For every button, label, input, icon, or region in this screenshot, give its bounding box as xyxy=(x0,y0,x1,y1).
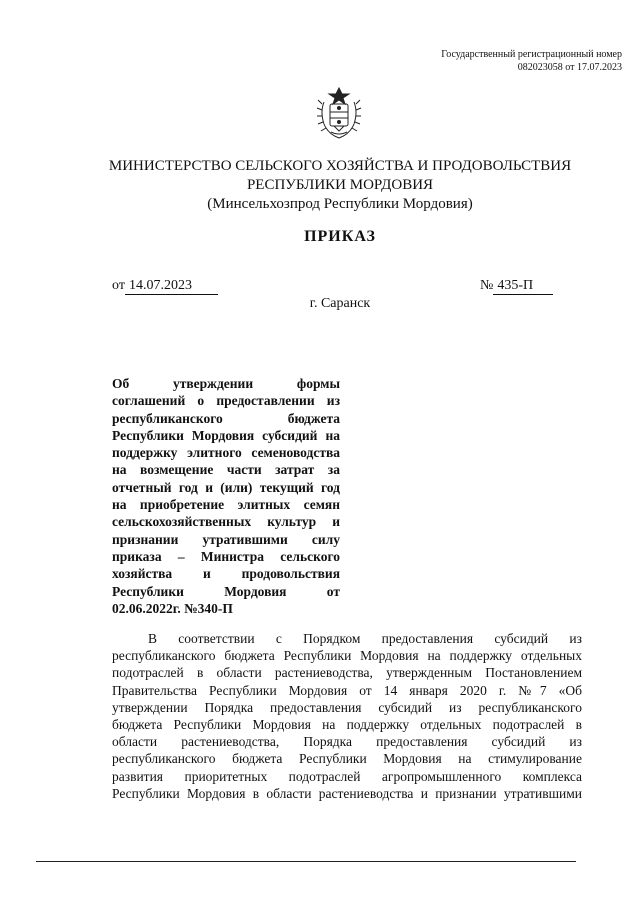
ministry-short-name: (Минсельхозпрод Республики Мордовия) xyxy=(207,196,473,212)
subject-line: Республики Мордовия от xyxy=(112,583,340,599)
order-subject xyxy=(112,375,340,617)
subject-line: Об утверждении формы xyxy=(112,376,340,391)
registration-stamp xyxy=(382,48,622,74)
subject-line: поддержку элитного семеноводства xyxy=(112,445,340,461)
subject-line: республиканского бюджета xyxy=(112,410,340,426)
order-date xyxy=(112,278,218,295)
subject-line: признании утратившими силу xyxy=(112,531,340,547)
body-line: подотраслей в области растениеводства, утвержденным Постановлением xyxy=(112,665,582,681)
city: г. Саранск xyxy=(309,296,371,311)
registration-label: Государственный регистрационный номер xyxy=(441,49,622,60)
coat-of-arms-icon xyxy=(316,82,362,142)
body-line: В соответствии с Порядком предоставления субсидий из xyxy=(148,631,582,646)
order-number xyxy=(480,278,553,295)
body-line: республиканского бюджета Республики Мордовия на поддержку отдельных xyxy=(112,648,582,664)
subject-line: на возмещение части затрат за xyxy=(112,462,340,478)
subject-line: сельскохозяйственных культур и xyxy=(112,514,340,530)
ministry-header xyxy=(100,157,580,214)
date-value: 14.07.2023 xyxy=(125,278,218,295)
body-paragraph xyxy=(112,630,582,802)
footnote-divider xyxy=(36,861,576,862)
body-line: Республики Мордовия в области растениеводства и признании утратившими xyxy=(112,785,582,801)
document-title: ПРИКАЗ xyxy=(304,228,376,245)
subject-line: соглашений о предоставлении из xyxy=(112,393,340,409)
body-line: области растениеводства, Порядка предоставления субсидий из xyxy=(112,734,582,750)
subject-line: 02.06.2022г. №340-П xyxy=(112,600,233,616)
subject-line: приказа – Министра сельского xyxy=(112,548,340,564)
body-line: развития приоритетных подотраслей агропромышленного комплекса xyxy=(112,768,582,784)
number-prefix: № xyxy=(480,278,494,293)
number-value: 435-П xyxy=(493,278,553,295)
body-line: утверждении Порядка предоставления субсидий из республиканского xyxy=(112,699,582,715)
subject-line: хозяйства и продовольствия xyxy=(112,566,340,582)
ministry-name: МИНИСТЕРСТВО СЕЛЬСКОГО ХОЗЯЙСТВА И ПРОДОВОЛЬСТВИЯ xyxy=(108,158,572,174)
date-prefix: от xyxy=(112,278,125,293)
body-line: республиканского бюджета Республики Мордовия на стимулирование xyxy=(112,751,582,767)
registration-number: 082023058 от 17.07.2023 xyxy=(517,62,622,73)
body-line: бюджета Республики Мордовия на поддержку отдельных подотраслей в xyxy=(112,717,582,733)
ministry-region: РЕСПУБЛИКИ МОРДОВИЯ xyxy=(246,177,434,193)
body-line: Правительства Республики Мордовия от 14 января 2020 г. №7 «Об xyxy=(112,682,582,698)
subject-line: на приобретение элитных семян xyxy=(112,497,340,513)
subject-line: отчетный год и (или) текущий год xyxy=(112,479,340,495)
subject-line: Республики Мордовия субсидий на xyxy=(112,427,340,443)
